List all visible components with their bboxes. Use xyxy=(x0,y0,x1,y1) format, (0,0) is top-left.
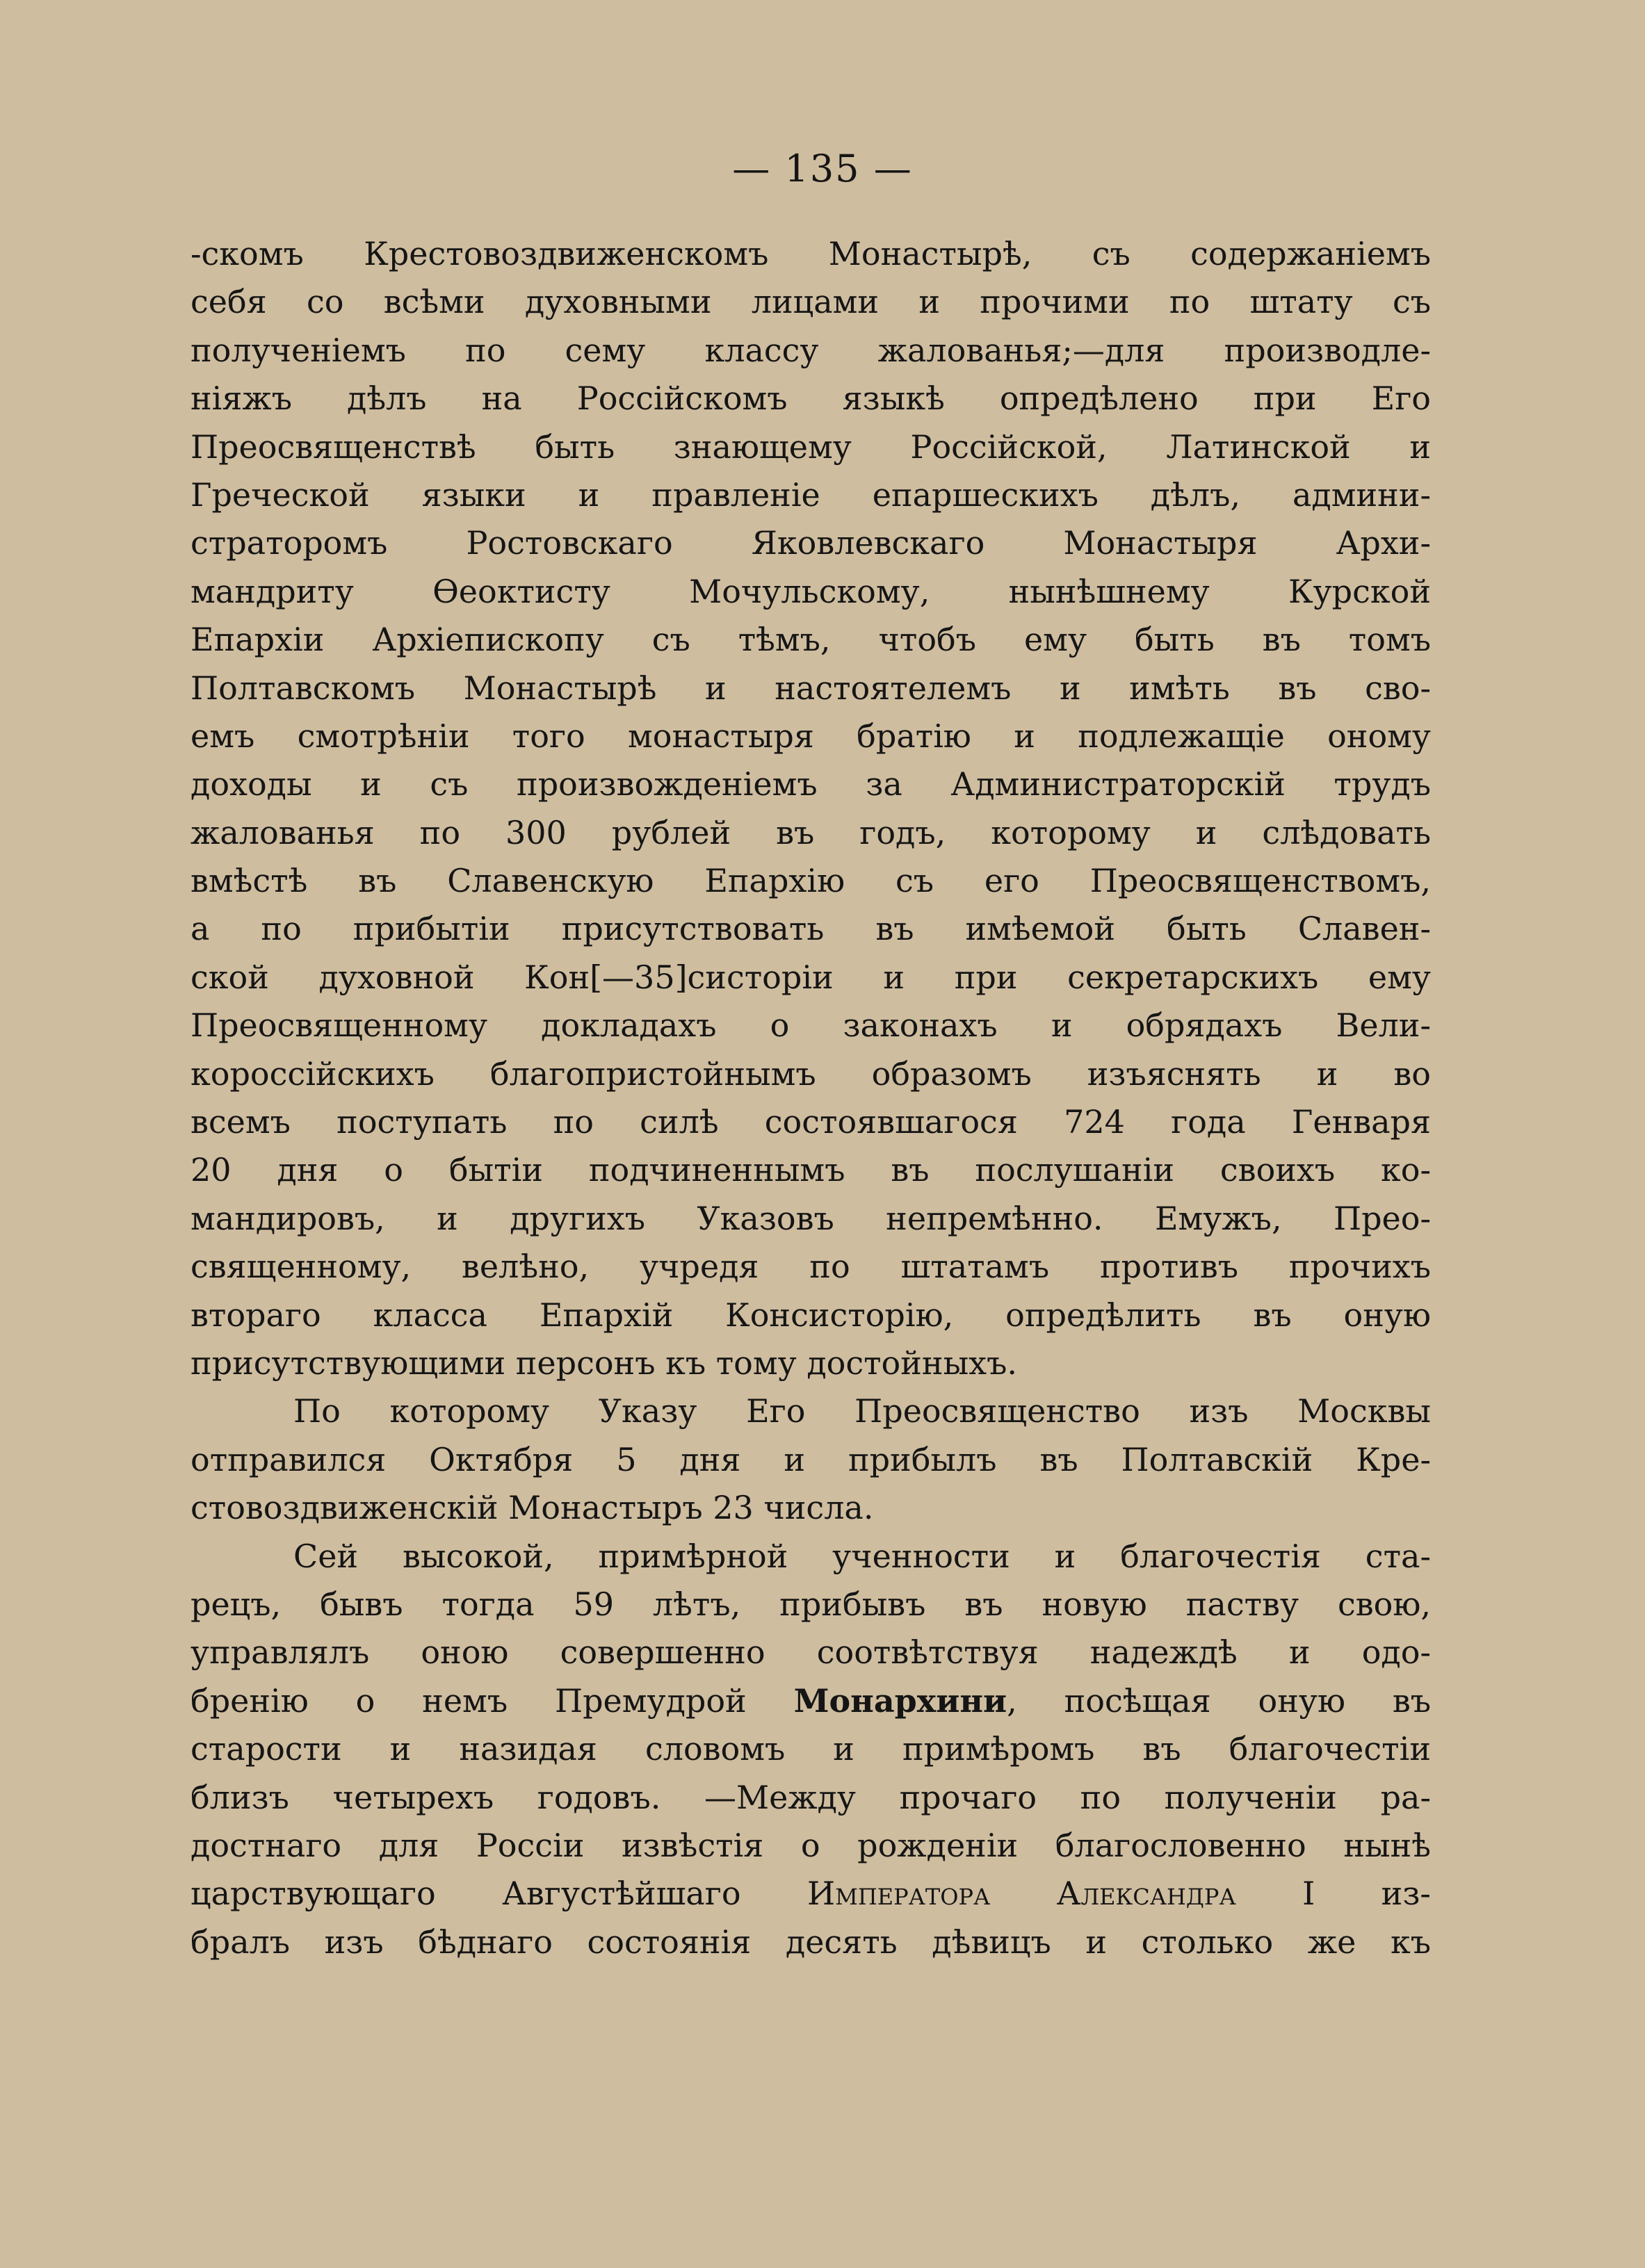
text-run: 20 дня о бытіи подчиненнымъ въ послушаніи своихъ ко- xyxy=(191,1151,1431,1189)
text-line xyxy=(191,1002,1431,1050)
text-line xyxy=(191,568,1431,616)
text-run: стовоздвиженскій Монастыръ 23 числа. xyxy=(191,1489,874,1527)
text-run: Полтавскомъ Монастырѣ и настоятелемъ и имѣть въ сво- xyxy=(191,669,1431,707)
text-run: Сей высокой, примѣрной ученности и благочестія ста- xyxy=(293,1537,1431,1575)
text-line xyxy=(191,1146,1431,1194)
text-run: ніяжъ дѣлъ на Россійскомъ языкѣ опредѣлено при Его xyxy=(191,380,1431,418)
text-run: старости и назидая словомъ и примѣромъ въ благочестіи xyxy=(191,1730,1431,1768)
text-line xyxy=(191,1822,1431,1870)
text-run: рецъ, бывъ тогда 59 лѣтъ, прибывъ въ новую паству свою, xyxy=(191,1585,1431,1623)
text-line xyxy=(191,519,1431,567)
text-run: царствующаго Августѣйшаго xyxy=(191,1875,807,1913)
text-run: себя со всѣми духовными лицами и прочими по штату съ xyxy=(191,283,1431,321)
text-run: мандриту Ѳеоктисту Мочульскому, нынѣшнему Курской xyxy=(191,572,1431,610)
text-line xyxy=(191,1870,1431,1918)
text-run: -скомъ Крестовоздвиженскомъ Монастырѣ, съ содержаніемъ xyxy=(191,235,1431,272)
text-run: близъ четырехъ годовъ. —Между прочаго по полученіи ра- xyxy=(191,1778,1431,1816)
text-run: Греческой языки и правленіе епаршескихъ дѣлъ, админи- xyxy=(191,475,1431,514)
text-run: а по прибытіи присутствовать въ имѣемой быть Славен- xyxy=(191,910,1431,948)
text-run: По которому Указу Его Преосвященство изъ Москвы xyxy=(293,1392,1431,1430)
text-run: Преосвященному докладахъ о законахъ и обрядахъ Вели- xyxy=(191,1006,1431,1045)
text-line xyxy=(191,664,1431,712)
text-run: страторомъ Ростовскаго Яковлевскаго Монастыря Архи- xyxy=(191,524,1431,562)
text-run: Преосвященствѣ быть знающему Россійской, Латинской и xyxy=(191,427,1431,466)
text-line xyxy=(191,1533,1431,1581)
page-number: — 135 — xyxy=(732,147,913,190)
text-line xyxy=(191,423,1431,471)
text-line xyxy=(191,1725,1431,1773)
text-line xyxy=(191,1195,1431,1243)
text-run: втораго класса Епархій Консисторію, опредѣлить въ оную xyxy=(191,1296,1431,1334)
text-line xyxy=(191,712,1431,760)
text-line xyxy=(191,1484,1431,1532)
emphasized-text: Императора Александра xyxy=(807,1875,1236,1913)
text-line xyxy=(191,760,1431,808)
text-run: мандировъ, и другихъ Указовъ непремѣнно. Емужъ, Прео- xyxy=(191,1199,1431,1237)
text-run: бренію о немъ Премудрой xyxy=(191,1681,794,1720)
text-line xyxy=(191,375,1431,423)
text-line xyxy=(191,1629,1431,1676)
text-run: достнаго для Россіи извѣстія о рожденіи благословенно нынѣ xyxy=(191,1826,1431,1864)
text-run: полученіемъ по сему классу жалованья;—для производле- xyxy=(191,331,1431,369)
text-run: управлялъ оною совершенно соотвѣтствуя надеждѣ и одо- xyxy=(191,1633,1431,1672)
text-run: присутствующими персонъ къ тому достойныхъ. xyxy=(191,1344,1018,1382)
text-line xyxy=(191,1050,1431,1098)
text-line xyxy=(191,616,1431,664)
text-line xyxy=(191,1581,1431,1629)
text-line xyxy=(191,809,1431,857)
text-line xyxy=(191,1918,1431,1966)
emphasized-text: Монархини xyxy=(793,1681,1007,1720)
body-text xyxy=(191,230,1431,1966)
text-run: священному, велѣно, учредя по штатамъ противъ прочихъ xyxy=(191,1248,1431,1286)
text-run: бралъ изъ бѣднаго состоянія десять дѣвицъ и столько же къ xyxy=(191,1923,1431,1961)
text-run: Епархіи Архіепископу съ тѣмъ, чтобъ ему быть въ томъ xyxy=(191,621,1431,659)
text-line xyxy=(191,1774,1431,1822)
text-run: емъ смотрѣніи того монастыря братію и подлежащіе оному xyxy=(191,717,1431,755)
text-run: доходы и съ произвожденіемъ за Администраторскій трудъ xyxy=(191,765,1431,803)
text-run: ской духовной Кон[—35]систоріи и при секретарскихъ ему xyxy=(191,958,1431,996)
text-line xyxy=(191,1339,1431,1387)
text-line xyxy=(191,230,1431,278)
text-run: отправился Октября 5 дня и прибылъ въ Полтавскій Кре- xyxy=(191,1440,1431,1478)
text-run: вмѣстѣ въ Славенскую Епархію съ его Преосвященствомъ, xyxy=(191,862,1431,900)
text-line xyxy=(191,327,1431,375)
text-line xyxy=(191,857,1431,905)
text-run: , посѣщая оную въ xyxy=(1007,1681,1431,1720)
text-line xyxy=(191,1291,1431,1339)
text-line xyxy=(191,1243,1431,1291)
text-line xyxy=(191,278,1431,326)
text-run: всемъ поступать по силѣ состоявшагося 724 года Генваря xyxy=(191,1103,1431,1141)
text-run: короссійскихъ благопристойнымъ образомъ изъяснять и во xyxy=(191,1054,1431,1093)
text-line xyxy=(191,1387,1431,1435)
text-line xyxy=(191,954,1431,1002)
text-line xyxy=(191,905,1431,953)
text-line xyxy=(191,1436,1431,1484)
text-line xyxy=(191,471,1431,519)
text-run: жалованья по 300 рублей въ годъ, которому и слѣдовать xyxy=(191,813,1431,851)
text-line xyxy=(191,1098,1431,1146)
text-line xyxy=(191,1677,1431,1725)
text-run: I из- xyxy=(1235,1875,1431,1913)
